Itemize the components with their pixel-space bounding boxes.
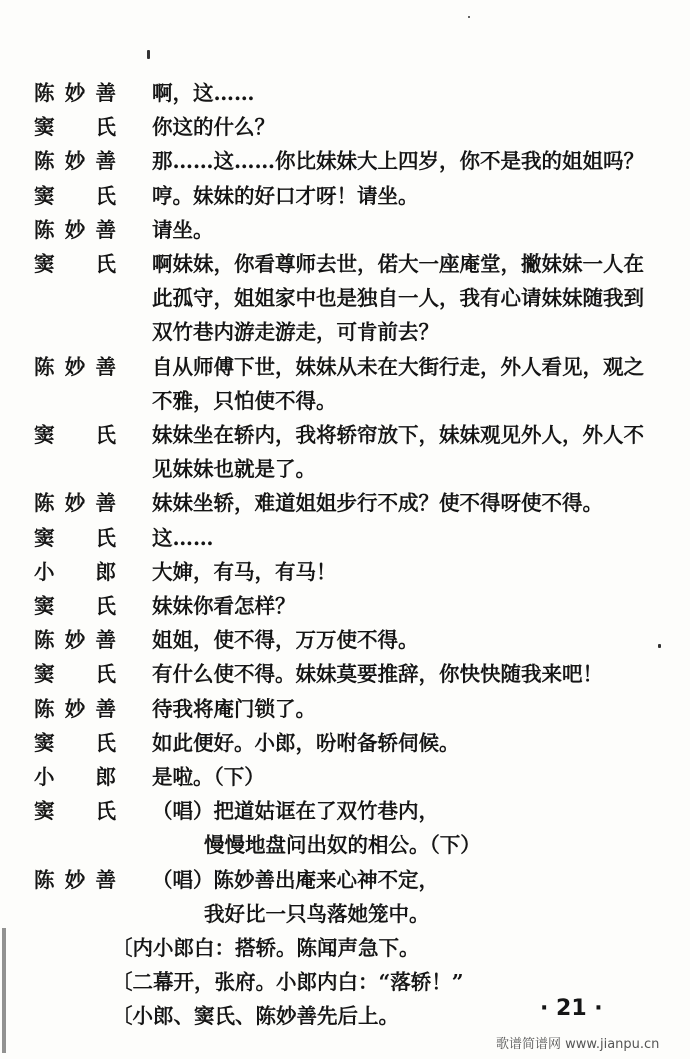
sung-passage-row: [34, 863, 664, 931]
dialogue-row: [34, 213, 664, 247]
binding-edge: [2, 928, 6, 1053]
dialogue-line: 自从师傅下世，妹妹从未在大街行走，外人看见，观之: [152, 354, 644, 379]
sung-passage-row: [34, 794, 664, 862]
dialogue-row: [34, 179, 664, 213]
page-number: · 21 ·: [540, 996, 603, 1021]
speaker-name: 窦 氏: [34, 525, 116, 550]
speaker-name: 陈妙善: [34, 217, 116, 242]
print-speck: [147, 50, 150, 59]
stage-direction: 〔小郎、窦氏、陈妙善先后上。: [112, 1004, 399, 1029]
dialogue-row: [34, 486, 664, 520]
dialogue-line: 哼。妹妹的好口才呀！请坐。: [152, 183, 419, 208]
speaker-name: 小 郎: [34, 765, 116, 790]
dialogue-line: 你这的什么？: [152, 115, 275, 140]
stage-direction: 〔二幕开，张府。小郎内白：“落轿！”: [112, 970, 464, 995]
dialogue-line: 啊妹妹，你看尊师去世，偌大一座庵堂，撇妹妹一人在: [152, 252, 644, 277]
dialogue-row: [34, 247, 664, 350]
dialogue-row: [34, 144, 664, 178]
dialogue-row: [34, 350, 664, 418]
dialogue-row: [34, 692, 664, 726]
dialogue-line: 姐姐，使不得，万万使不得。: [152, 628, 419, 653]
speaker-name: 陈妙善: [34, 354, 116, 379]
sung-line: 慢慢地盘问出奴的相公。（下）: [204, 833, 481, 858]
dialogue-row: [34, 555, 664, 589]
dialogue-line: 双竹巷内游走游走，可肯前去？: [152, 320, 439, 345]
speaker-name: 窦 氏: [34, 183, 116, 208]
speaker-name: 窦 氏: [34, 594, 116, 619]
speaker-name: 窦 氏: [34, 799, 116, 824]
speaker-name: 陈妙善: [34, 628, 116, 653]
dialogue-line: 妹妹坐轿，难道姐姐步行不成？使不得呀使不得。: [152, 491, 603, 516]
speaker-name: 窦 氏: [34, 423, 116, 448]
dialogue-row: [34, 76, 664, 110]
speaker-name: 窦 氏: [34, 730, 116, 755]
speaker-name: 陈妙善: [34, 81, 116, 105]
dialogue-line: 见妹妹也就是了。: [152, 457, 316, 482]
dialogue-row: [34, 657, 664, 691]
speaker-name: 窦 氏: [34, 662, 116, 687]
dialogue-line: 不雅，只怕使不得。: [152, 388, 337, 413]
dialogue-line: 啊，这……: [152, 81, 255, 105]
dialogue-line: 如此便好。小郎，吩咐备轿伺候。: [152, 730, 460, 755]
sung-line: （唱）陈妙善出庵来心神不定，: [152, 867, 439, 892]
dialogue-line: 这……: [152, 525, 214, 550]
stage-direction: 〔内小郎白：搭轿。陈闻声急下。: [112, 936, 420, 961]
dialogue-line: 此孤守，姐姐家中也是独自一人，我有心请妹妹随我到: [152, 286, 644, 311]
sung-line: 我好比一只鸟落她笼中。: [204, 901, 430, 926]
speaker-name: 窦 氏: [34, 115, 116, 140]
dialogue-row: [34, 623, 664, 657]
sung-line: （唱）把道姑诓在了双竹巷内，: [152, 799, 439, 824]
site-watermark: 歌谱简谱网 www.jianpu.cn: [496, 1037, 660, 1052]
dialogue-line: 妹妹你看怎样？: [152, 594, 296, 619]
dialogue-line: 是啦。（下）: [152, 765, 265, 790]
dialogue-line: 待我将庵门锁了。: [152, 696, 316, 721]
dialogue-row: [34, 110, 664, 144]
script-text: [34, 76, 664, 1034]
speaker-name: 陈妙善: [34, 149, 116, 174]
speaker-name: 陈妙善: [34, 867, 116, 892]
dialogue-line: 大婶，有马，有马！: [152, 559, 337, 584]
dialogue-row: [34, 418, 664, 486]
speaker-name: 陈妙善: [34, 696, 116, 721]
dialogue-row: [34, 521, 664, 555]
dialogue-line: 妹妹坐在轿内，我将轿帘放下，妹妹观见外人，外人不: [152, 423, 644, 448]
speaker-name: 陈妙善: [34, 491, 116, 516]
dialogue-row: [34, 589, 664, 623]
dialogue-line: 有什么使不得。妹妹莫要推辞，你快快随我来吧！: [152, 662, 603, 687]
dialogue-line: 那……这……你比妹妹大上四岁，你不是我的姐姐吗？: [152, 149, 644, 174]
dialogue-row: [34, 726, 664, 760]
dialogue-row: [34, 760, 664, 794]
print-speck: [468, 16, 470, 18]
dialogue-line: 请坐。: [152, 217, 214, 242]
speaker-name: 窦 氏: [34, 252, 116, 277]
speaker-name: 小 郎: [34, 559, 116, 584]
